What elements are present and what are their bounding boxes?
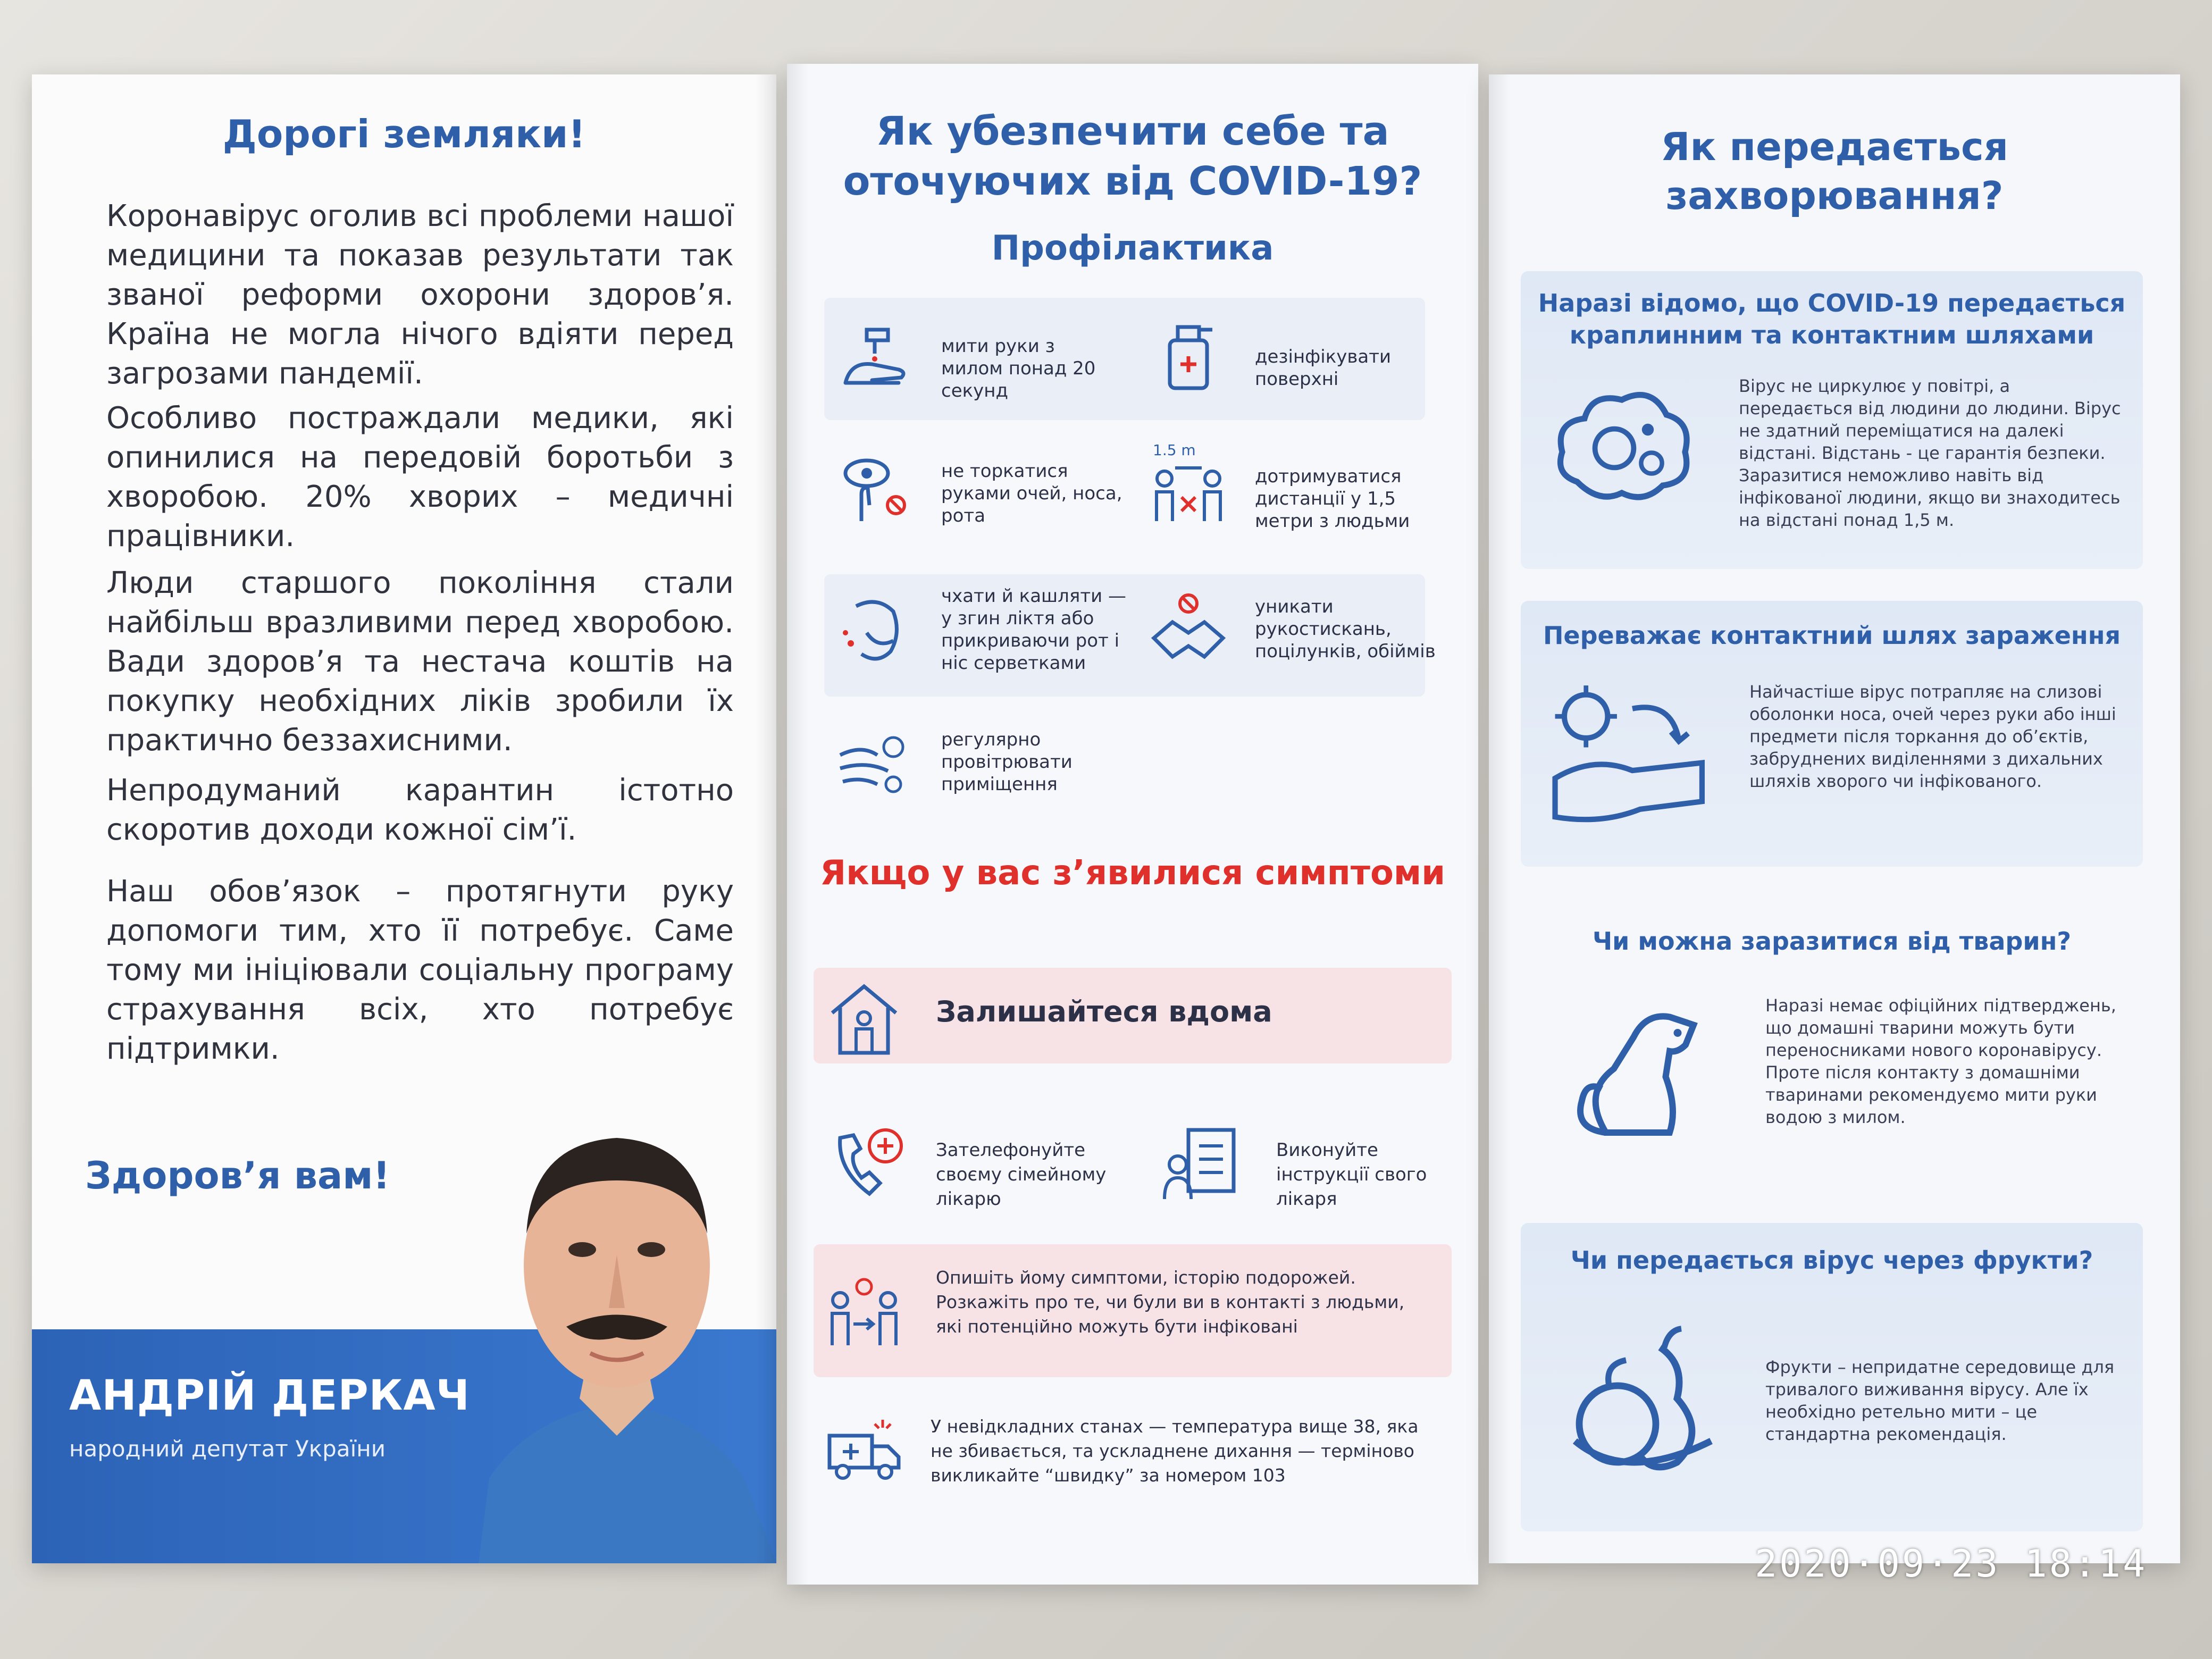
card-title: Чи передається вірус через фрукти? [1570,1246,2093,1275]
left-paragraph: Люди старшого покоління стали найбільш вразливими перед хворобою. Вади здоров’я та нестача коштів на покупку необхідних ліків зробили їх практично беззахисними. [106,566,734,758]
tip-text: чхати й кашляти — у згин ліктя або прикриваючи рот і ніс серветками [941,585,1127,674]
card-text: Вірус не циркулює у повітрі, а передається від людини до людини. Вірус не здатний переміщатися на далекі відстані. Відстань - це гарантія безпеки. Заразитися неможливо навіть від інфікованої людини, якщо ви знаходитесь на відстані понад 1,5 м. [1739,376,2121,530]
no-face-touch-icon [835,447,915,526]
call-doctor-text: Зателефонуйте своєму сімейному лікарю [936,1139,1107,1210]
home-icon [824,978,904,1058]
dog-icon [1558,989,1717,1149]
fruit-icon [1558,1313,1728,1484]
tip-text: уникати рукостискань, поцілунків, обіймів [1255,596,1436,662]
fold-shadow [787,64,808,1585]
greeting: Здоров’я вам! [85,1154,390,1197]
right-title: Як передається захворювання? [1661,124,2008,218]
contact-history-icon [824,1271,904,1351]
left-paragraph: Непродуманий карантин істотно скоротив доходи кожної сім’ї. [106,773,734,847]
person-name: АНДРІЙ ДЕРКАЧ [69,1372,470,1420]
info-card [1521,904,2143,1175]
info-card [1521,271,2143,569]
tip-text: мити руки з милом понад 20 секунд [941,336,1096,401]
card-text: Найчастіше вірус потрапляє на слизові оболонки носа, очей через руки або інші предмети після торкання до об’єктів, забруднених виділеннями з дихальних шляхів хворого чи інфікованого. [1749,682,2116,791]
prevention-subtitle: Профілактика [991,229,1274,268]
card-title: Наразі відомо, що COVID-19 передається краплинним та контактним шляхами [1538,289,2126,349]
leaflet-right-panel [1489,74,2180,1563]
virus-hand-contact-icon [1547,675,1717,835]
card-title: Переважає контактний шлях зараження [1543,621,2121,650]
tip-text: дотримуватися дистанції у 1,5 метри з людьми [1255,466,1410,532]
leaflet-middle-panel [787,64,1478,1585]
left-paragraph: Наш обов’язок – протягнути руку допомоги тим, хто її потребує. Саме тому ми ініціювали соціальну програму страхування всіх, хто потребує підтримки. [106,874,734,1066]
card-title: Чи можна заразитися від тварин? [1592,927,2072,956]
left-title: Дорогі земляки! [222,112,586,156]
describe-text: Опишіть йому симптоми, історію подорожей. Розкажіть про те, чи були ви в контакті з людьми, які потенційно можуть бути інфіковані [936,1267,1405,1337]
fold-shadow [755,74,776,1563]
follow-instructions-text: Виконуйте інструкції свого лікаря [1276,1139,1427,1210]
stay-home-text: Залишайтеся вдома [936,995,1272,1028]
portrait-photo [457,1074,776,1563]
middle-title: Як убезпечити себе та оточуючих від COVID-19? [843,108,1422,204]
person-role: народний депутат України [69,1436,386,1462]
left-paragraph: Особливо постраждали медики, які опинилися на передовій боротьби з хворобою. 20% хворих – медичні працівники. [106,401,734,554]
photo-timestamp: 2020·09·23 18:14 [1755,1542,2148,1586]
left-paragraph: Коронавірус оголив всі проблеми нашої медицини та показав результати так званої реформи охорони здоров’я. Країна не могла нічого вдіяти перед загрозами пандемії. [106,199,734,391]
ambulance-icon [824,1409,904,1489]
info-card [1521,601,2143,867]
tip-text: не торкатися руками очей, носа, рота [941,460,1122,526]
fold-shadow [1489,74,1510,1563]
emergency-text: У невідкладних станах — температура вище 38, яка не збивається, та ускладнене дихання — терміново викликайте “швидку” за номером 103 [931,1416,1419,1486]
card-text: Наразі немає офіційних підтверджень, що домашні тварини можуть бути переносниками нового коронавірусу. Проте після контакту з домашніми тваринами рекомендуємо мити руки водою з милом. [1765,995,2116,1127]
tip-text: дезінфікувати поверхні [1255,346,1392,390]
no-handshake-icon [1149,590,1228,670]
spray-bottle-icon [1149,314,1228,393]
virus-cloud-icon [1547,378,1696,526]
leaflet-left-panel [32,74,776,1563]
card-text: Фрукти – непридатне середовище для тривалого виживання вірусу. Але їх необхідно ретельно мити – це стандартна рекомендація. [1765,1357,2115,1444]
distance-label: 1.5 m [1153,441,1196,459]
sneeze-icon [835,590,915,670]
tip-text: регулярно провітрювати приміщення [941,729,1073,795]
phone-doctor-icon [830,1122,909,1202]
doctor-instructions-icon [1159,1122,1239,1202]
symptoms-title: Якщо у вас з’явилися симптоми [819,853,1446,893]
ventilation-icon [835,723,915,803]
info-card [1521,1223,2143,1531]
hand-wash-icon [835,319,915,399]
